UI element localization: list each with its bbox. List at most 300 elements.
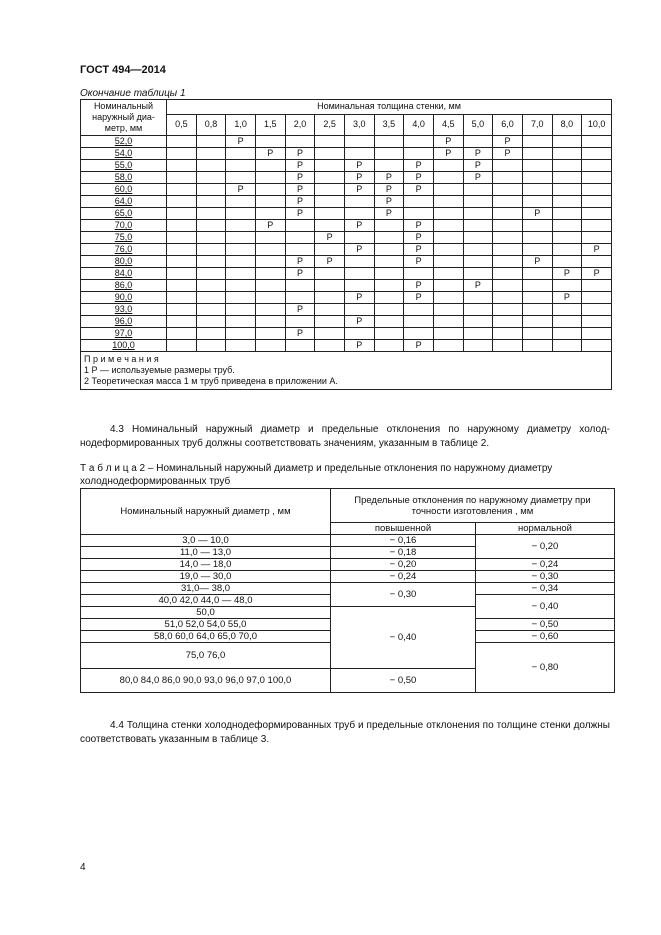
table1-size-cell: Р xyxy=(404,220,434,232)
table1-row xyxy=(81,220,612,232)
table1-size-cell xyxy=(167,328,197,340)
table1-size-cell xyxy=(226,256,256,268)
table1-size-cell xyxy=(433,160,463,172)
table1-size-cell xyxy=(344,268,374,280)
table1-thickness-col-header: 10,0 xyxy=(582,114,612,135)
table1-thickness-header: Номинальная толщина стенки, мм xyxy=(167,100,612,115)
table1-size-cell xyxy=(167,136,197,148)
table2-deviation-header: Предельные отклонения по наружному диаметру при точности изготовления , мм xyxy=(331,489,615,523)
table1-size-cell xyxy=(493,160,523,172)
table1-size-cell xyxy=(315,340,345,352)
table1-size-cell xyxy=(344,208,374,220)
table1-row xyxy=(81,172,612,184)
table1-size-cell xyxy=(315,220,345,232)
table1-size-cell xyxy=(226,244,256,256)
table1-size-cell xyxy=(433,268,463,280)
table1-size-cell xyxy=(374,148,404,160)
table1-size-cell xyxy=(582,280,612,292)
table1-size-cell xyxy=(285,316,315,328)
table1-size-cell: Р xyxy=(374,196,404,208)
table1-size-cell xyxy=(374,292,404,304)
table1-size-cell xyxy=(493,304,523,316)
table1-size-cell xyxy=(463,136,493,148)
table1-size-cell xyxy=(374,160,404,172)
table1-diameter-cell: 84,0 xyxy=(81,268,167,280)
table1-size-cell: Р xyxy=(493,148,523,160)
table1-size-cell xyxy=(552,304,582,316)
table1-size-cell xyxy=(226,316,256,328)
table1-thickness-col-header: 1,5 xyxy=(255,114,285,135)
table1-size-cell xyxy=(463,208,493,220)
table1-size-cell xyxy=(493,280,523,292)
table1-size-cell: Р xyxy=(344,244,374,256)
table1-size-cell xyxy=(167,244,197,256)
table1-size-cell: Р xyxy=(433,148,463,160)
table1-size-cell xyxy=(493,220,523,232)
table1-size-cell xyxy=(315,148,345,160)
table1-size-cell xyxy=(344,148,374,160)
table1-size-cell xyxy=(522,292,552,304)
table1-size-cell: Р xyxy=(255,220,285,232)
table2-high-cell: − 0,24 xyxy=(331,571,476,583)
table1-size-cell xyxy=(374,256,404,268)
table1-size-cell xyxy=(196,328,226,340)
table1-thickness-col-header: 8,0 xyxy=(552,114,582,135)
table1-size-cell xyxy=(226,328,256,340)
table1-thickness-col-header: 1,0 xyxy=(226,114,256,135)
table1-size-cell xyxy=(167,208,197,220)
table2-diameter-cell: 40,0 42,0 44,0 — 48,0 xyxy=(81,595,331,607)
table2-diameter-cell: 14,0 — 18,0 xyxy=(81,559,331,571)
table1-size-cell xyxy=(582,172,612,184)
table1-diameter-cell: 96,0 xyxy=(81,316,167,328)
table1-size-cell xyxy=(374,316,404,328)
table1-size-cell xyxy=(374,304,404,316)
table1-size-cell xyxy=(285,280,315,292)
table1-row xyxy=(81,268,612,280)
table1-size-cell xyxy=(315,304,345,316)
table1-size-cell xyxy=(522,196,552,208)
table1-size-cell: Р xyxy=(404,160,434,172)
table2-normal-cell: − 0,24 xyxy=(476,559,615,571)
paragraph-4-4: 4.4 Толщина стенки холоднодеформированных труб и предельные отклонения по толщине стенки должны соответствовать указанным в таблице 3. xyxy=(80,720,610,745)
table1-size-cell xyxy=(344,196,374,208)
table2-normal-cell: − 0,40 xyxy=(476,595,615,619)
table1-size-cell: Р xyxy=(315,256,345,268)
table1-size-cell xyxy=(167,292,197,304)
table1-diameter-cell: 70,0 xyxy=(81,220,167,232)
table1-size-cell: Р xyxy=(344,172,374,184)
table1-size-cell: Р xyxy=(226,184,256,196)
table1-caption: Окончание таблицы 1 xyxy=(80,88,186,99)
table1-size-cell xyxy=(493,184,523,196)
table1-size-cell xyxy=(167,148,197,160)
table1-size-cell xyxy=(255,256,285,268)
table1-size-cell xyxy=(404,316,434,328)
table1-size-cell xyxy=(344,256,374,268)
table1-size-cell xyxy=(582,148,612,160)
table1-size-cell xyxy=(493,172,523,184)
table1-diameter-cell: 58,0 xyxy=(81,172,167,184)
table1-diameter-cell: 54,0 xyxy=(81,148,167,160)
table1-size-cell xyxy=(463,232,493,244)
table1-size-cell xyxy=(463,220,493,232)
table1-size-cell: Р xyxy=(285,208,315,220)
table1-size-cell xyxy=(522,280,552,292)
table1-size-cell xyxy=(255,244,285,256)
table1-row xyxy=(81,208,612,220)
table1-size-cell xyxy=(404,208,434,220)
table1-size-cell xyxy=(463,244,493,256)
table1-size-cell xyxy=(522,172,552,184)
table1-size-cell xyxy=(255,340,285,352)
table1-size-cell xyxy=(552,328,582,340)
table1-size-cell xyxy=(255,184,285,196)
table1-size-cell: Р xyxy=(285,268,315,280)
table1-size-cell xyxy=(552,280,582,292)
table2-normal-cell: − 0,80 xyxy=(476,643,615,693)
table1-thickness-col-header: 7,0 xyxy=(522,114,552,135)
table1-note-line: 2 Теоретическая масса 1 м труб приведена в приложении А. xyxy=(84,376,338,386)
table1-size-cell xyxy=(374,220,404,232)
table1-size-cell xyxy=(463,304,493,316)
table1-size-cell: Р xyxy=(285,304,315,316)
table2-normal-header: нормальной xyxy=(476,523,615,535)
table2-normal-cell: − 0,50 xyxy=(476,619,615,631)
table1-size-cell xyxy=(433,256,463,268)
table1-size-cell xyxy=(582,232,612,244)
table1-size-cell xyxy=(315,268,345,280)
table1-diameter-cell: 75,0 xyxy=(81,232,167,244)
table2-diameter-cell: 51,0 52,0 54,0 55,0 xyxy=(81,619,331,631)
table1-size-cell xyxy=(433,304,463,316)
table1-size-cell xyxy=(582,220,612,232)
table1-thickness-col-header: 2,0 xyxy=(285,114,315,135)
table1-size-cell xyxy=(463,328,493,340)
table1-size-cell: Р xyxy=(463,172,493,184)
table1-size-cell xyxy=(552,148,582,160)
table1-size-cell: Р xyxy=(463,160,493,172)
table1-size-cell xyxy=(196,304,226,316)
table2-diameter-cell: 80,0 84,0 86,0 90,0 93,0 96,0 97,0 100,0 xyxy=(81,669,331,693)
table1-diameter-cell: 93,0 xyxy=(81,304,167,316)
table1-size-cell: Р xyxy=(404,232,434,244)
table1-size-cell xyxy=(167,220,197,232)
table1-size-cell xyxy=(167,196,197,208)
table1-size-cell xyxy=(493,316,523,328)
table1-size-cell xyxy=(196,148,226,160)
table2-high-cell: − 0,30 xyxy=(331,583,476,607)
table1-size-cell xyxy=(255,196,285,208)
table1-size-cell xyxy=(255,280,285,292)
table1-size-cell xyxy=(552,256,582,268)
table1-size-cell xyxy=(167,280,197,292)
table1-size-cell xyxy=(285,136,315,148)
table1-size-cell: Р xyxy=(404,184,434,196)
table1-size-cell xyxy=(404,196,434,208)
table1-size-cell xyxy=(196,232,226,244)
table1-size-cell: Р xyxy=(344,316,374,328)
table2-normal-cell: − 0,60 xyxy=(476,631,615,643)
table1-diameter-cell: 100,0 xyxy=(81,340,167,352)
table1-row xyxy=(81,292,612,304)
table1-size-cell xyxy=(374,232,404,244)
table1-size-cell xyxy=(433,172,463,184)
table1-size-cell xyxy=(493,232,523,244)
table2-diameter-cell: 50,0 xyxy=(81,607,331,619)
table1-row xyxy=(81,316,612,328)
table1-size-cell xyxy=(226,196,256,208)
table1-size-cell xyxy=(433,220,463,232)
table1-size-cell xyxy=(167,268,197,280)
table1-size-cell xyxy=(167,232,197,244)
table1-size-cell xyxy=(433,340,463,352)
table1-diameter-cell: 65,0 xyxy=(81,208,167,220)
table1-size-cell xyxy=(344,328,374,340)
table1-size-cell xyxy=(493,340,523,352)
table1-diameter-cell: 76,0 xyxy=(81,244,167,256)
table2-high-header: повышенной xyxy=(331,523,476,535)
table1-size-cell xyxy=(463,292,493,304)
table2-diameter-cell: 75,0 76,0 xyxy=(81,643,331,669)
table1-size-cell xyxy=(196,172,226,184)
table1-row xyxy=(81,340,612,352)
table1-size-cell xyxy=(493,268,523,280)
table1-size-cell xyxy=(582,184,612,196)
table1-size-cell: Р xyxy=(552,268,582,280)
table1-size-cell: Р xyxy=(344,340,374,352)
table2-normal-cell: − 0,34 xyxy=(476,583,615,595)
table1-diameter-cell: 52,0 xyxy=(81,136,167,148)
table1-size-cell xyxy=(552,316,582,328)
table1-size-cell xyxy=(582,256,612,268)
table1-size-cell xyxy=(552,244,582,256)
table1-size-cell: Р xyxy=(285,160,315,172)
table1-row xyxy=(81,256,612,268)
table1-size-cell xyxy=(374,244,404,256)
table1-size-cell xyxy=(196,136,226,148)
table2-diameter-cell: 3,0 — 10,0 xyxy=(81,535,331,547)
table1-size-cell: Р xyxy=(315,232,345,244)
table1-size-cell: Р xyxy=(344,160,374,172)
table1-diameter-cell: 55,0 xyxy=(81,160,167,172)
table1-size-cell xyxy=(522,220,552,232)
table2-diameter-header: Номинальный наружный диаметр , мм xyxy=(81,489,331,535)
table1-size-cell: Р xyxy=(374,184,404,196)
table1-size-cell xyxy=(196,244,226,256)
table1-row xyxy=(81,304,612,316)
table1-size-cell xyxy=(315,136,345,148)
table1-size-cell xyxy=(552,184,582,196)
table1-size-cell xyxy=(196,292,226,304)
table1-size-cell xyxy=(226,304,256,316)
table1-size-cell xyxy=(552,172,582,184)
table1-size-cell: Р xyxy=(226,136,256,148)
table1-size-cell xyxy=(315,160,345,172)
table1-size-cell xyxy=(582,160,612,172)
table1-size-cell xyxy=(552,340,582,352)
table1-size-cell xyxy=(522,136,552,148)
table1-size-cell xyxy=(404,136,434,148)
table1-diameter-cell: 64,0 xyxy=(81,196,167,208)
table1-size-cell: Р xyxy=(463,148,493,160)
table1-diameter-cell: 80,0 xyxy=(81,256,167,268)
table2-diameter-cell: 58,0 60,0 64,0 65,0 70,0 xyxy=(81,631,331,643)
table1-size-cell xyxy=(196,208,226,220)
table1-thickness-col-header: 0,5 xyxy=(167,114,197,135)
table1-size-cell: Р xyxy=(344,292,374,304)
table1-size-cell xyxy=(255,136,285,148)
table2-high-cell: − 0,50 xyxy=(331,669,476,693)
table1-size-cell xyxy=(255,328,285,340)
table1-size-cell xyxy=(315,172,345,184)
table1-size-cell xyxy=(463,268,493,280)
table1-size-cell: Р xyxy=(404,292,434,304)
table1-size-cell xyxy=(315,280,345,292)
table1-size-cell xyxy=(582,340,612,352)
table1-size-cell xyxy=(167,184,197,196)
table1-size-cell xyxy=(255,316,285,328)
table2-caption: Т а б л и ц а 2 – Номинальный наружный диаметр и предельные отклонения по наружному диаметру холоднодеформированных труб xyxy=(80,463,553,487)
table1-notes xyxy=(81,352,612,390)
table1-row xyxy=(81,196,612,208)
table1-size-cell xyxy=(522,232,552,244)
table1-size-cell xyxy=(255,268,285,280)
table1-size-cell xyxy=(315,244,345,256)
table1-size-cell: Р xyxy=(374,172,404,184)
table1-size-cell: Р xyxy=(522,256,552,268)
table1-size-cell: Р xyxy=(433,136,463,148)
table1-size-cell xyxy=(226,340,256,352)
table1-size-cell xyxy=(226,232,256,244)
table1-size-cell xyxy=(226,208,256,220)
table2-normal-cell: − 0,30 xyxy=(476,571,615,583)
table1-size-cell xyxy=(582,196,612,208)
table1-size-cell xyxy=(315,316,345,328)
table1-size-cell xyxy=(315,196,345,208)
table1-size-cell xyxy=(552,136,582,148)
table1-row xyxy=(81,160,612,172)
table1-row xyxy=(81,184,612,196)
table1-size-cell xyxy=(196,184,226,196)
table1-size-cell xyxy=(374,340,404,352)
table1-size-cell: Р xyxy=(582,244,612,256)
table1-size-cell xyxy=(196,340,226,352)
table1-size-cell: Р xyxy=(374,208,404,220)
table1-size-cell xyxy=(167,340,197,352)
table1-size-cell xyxy=(167,316,197,328)
table1-size-cell xyxy=(255,232,285,244)
table1-size-cell xyxy=(522,268,552,280)
table1-size-cell xyxy=(552,232,582,244)
table1-size-cell xyxy=(226,160,256,172)
table1-size-cell xyxy=(196,268,226,280)
table2-diameter-cell: 31,0— 38,0 xyxy=(81,583,331,595)
table1-row xyxy=(81,280,612,292)
table1-size-cell xyxy=(285,220,315,232)
table2-diameter-cell: 19,0 — 30,0 xyxy=(81,571,331,583)
table1-row xyxy=(81,232,612,244)
table1-size-cell: Р xyxy=(404,280,434,292)
table1-size-cell xyxy=(433,292,463,304)
table1-row xyxy=(81,244,612,256)
table1-size-cell: Р xyxy=(285,328,315,340)
table2-high-cell: − 0,16 xyxy=(331,535,476,547)
table1-thickness-col-header: 3,0 xyxy=(344,114,374,135)
table1-size-cell xyxy=(404,304,434,316)
table1-size-cell xyxy=(493,256,523,268)
table1-size-cell xyxy=(226,148,256,160)
table1-size-cell xyxy=(255,160,285,172)
table1-size-cell xyxy=(582,304,612,316)
table1-size-cell: Р xyxy=(255,148,285,160)
table1-size-cell xyxy=(552,208,582,220)
table1-size-cell: Р xyxy=(285,256,315,268)
table1-size-cell xyxy=(522,160,552,172)
table1-size-cell xyxy=(433,184,463,196)
table1-size-cell xyxy=(493,208,523,220)
table1-size-cell xyxy=(255,172,285,184)
table1-size-cell xyxy=(374,280,404,292)
table1-size-cell xyxy=(522,184,552,196)
table1-size-cell: Р xyxy=(285,172,315,184)
table2-diameter-cell: 11,0 — 13,0 xyxy=(81,547,331,559)
table1-size-cell xyxy=(433,316,463,328)
table1-size-cell xyxy=(196,256,226,268)
table1-size-cell: Р xyxy=(404,172,434,184)
table1-size-cell: Р xyxy=(344,184,374,196)
table1-size-cell: Р xyxy=(582,268,612,280)
table1-size-cell xyxy=(374,328,404,340)
table1-size-cell xyxy=(463,340,493,352)
table1-size-cell: Р xyxy=(285,196,315,208)
table1-size-cell xyxy=(522,340,552,352)
paragraph-4-3: 4.3 Номинальный наружный диаметр и предельные отклонения по наружному диаметру холод-нодеформированных труб должны соответствовать значениям, указанным в таблице 2. xyxy=(80,424,610,449)
table1-size-cell xyxy=(226,172,256,184)
table1-size-cell xyxy=(582,136,612,148)
table1-size-cell xyxy=(522,304,552,316)
table1-size-cell: Р xyxy=(463,280,493,292)
document-header: ГОСТ 494—2014 xyxy=(80,64,166,76)
table1-thickness-col-header: 3,5 xyxy=(374,114,404,135)
table1-size-cell xyxy=(226,268,256,280)
table1-row xyxy=(81,136,612,148)
table1-size-cell xyxy=(404,268,434,280)
table1-row xyxy=(81,148,612,160)
table1-diameter-cell: 90,0 xyxy=(81,292,167,304)
table1-size-cell xyxy=(374,268,404,280)
table1-size-cell xyxy=(522,316,552,328)
table1-size-cell xyxy=(196,160,226,172)
table1-size-cell xyxy=(196,220,226,232)
table1-size-cell xyxy=(226,220,256,232)
table1-size-cell xyxy=(582,208,612,220)
table1-size-cell xyxy=(433,280,463,292)
table1-size-cell xyxy=(433,208,463,220)
table1-size-cell xyxy=(344,280,374,292)
table1-size-cell: Р xyxy=(344,220,374,232)
table1-size-cell xyxy=(463,196,493,208)
table1-size-cell: Р xyxy=(552,292,582,304)
table1-size-cell xyxy=(255,292,285,304)
table1-size-cell xyxy=(493,196,523,208)
table2 xyxy=(80,488,615,693)
table1-size-cell: Р xyxy=(493,136,523,148)
table1-note-line: 1 Р — используемые размеры труб. xyxy=(84,365,235,375)
table1-size-cell: Р xyxy=(522,208,552,220)
table1-size-cell xyxy=(433,196,463,208)
table1-thickness-col-header: 4,5 xyxy=(433,114,463,135)
